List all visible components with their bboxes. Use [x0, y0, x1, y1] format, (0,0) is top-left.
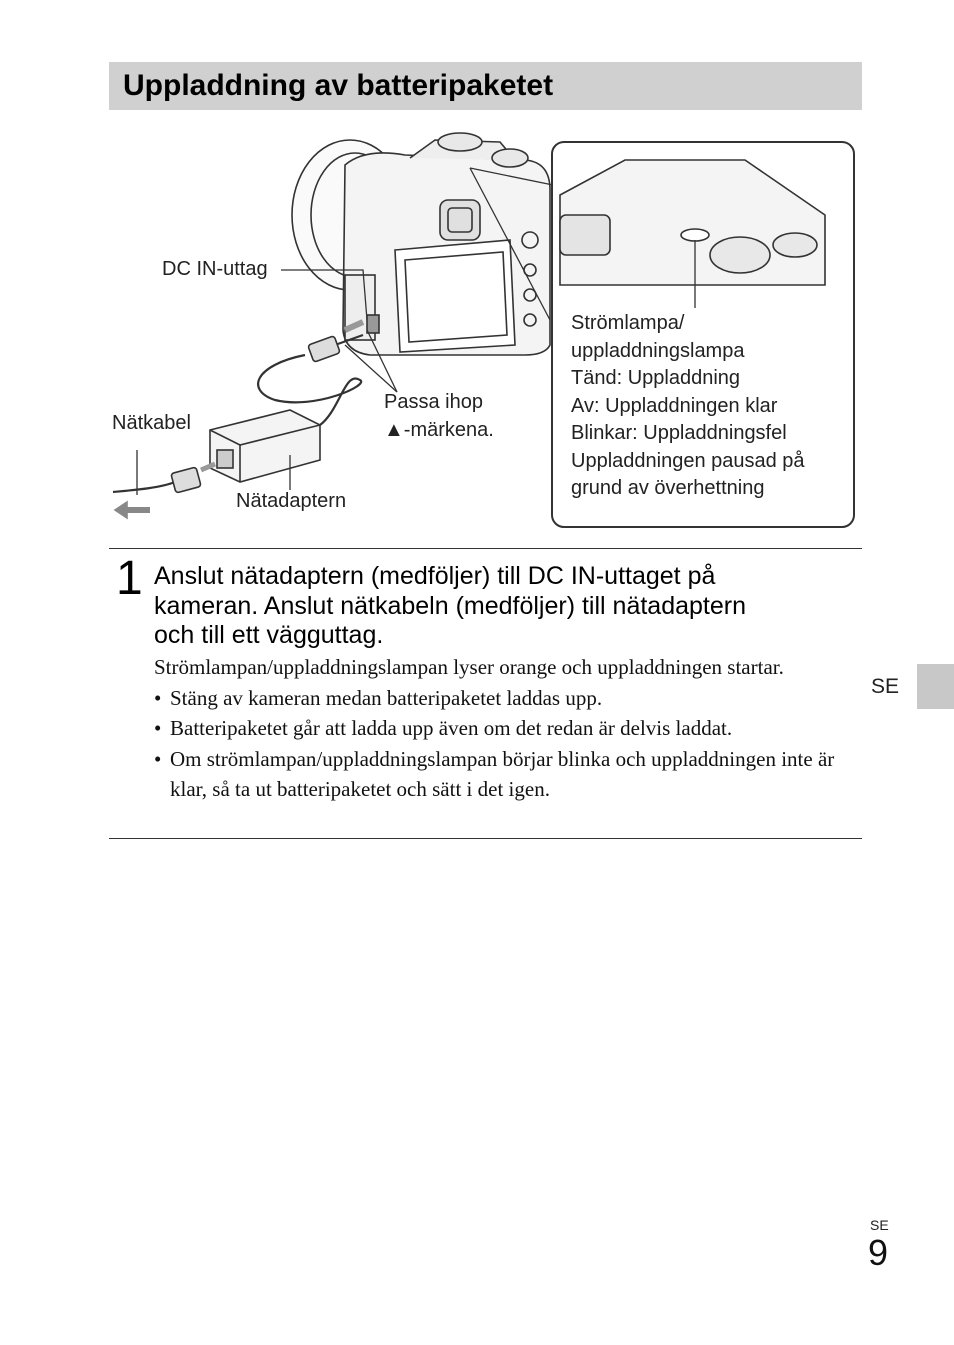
inset-line: uppladdningslampa [571, 339, 745, 362]
label-adapter: Nätadaptern [236, 490, 347, 512]
step-number: 1 [116, 552, 143, 605]
label-cable: Nätkabel [112, 412, 191, 434]
bullet-item: • Stäng av kameran medan batteripaketet laddas upp. [154, 683, 864, 714]
bullet-item: • Om strömlampan/uppladdningslampan börjar blinka och uppladdningen inte är klar, så ta ut batteripaketet och sätt i det igen. [154, 744, 864, 805]
bullet-item: • Batteripaketet går att ladda upp även om det redan är delvis laddat. [154, 713, 864, 744]
page-number: 9 [868, 1232, 889, 1273]
inset-line: Tänd: Uppladdning [571, 367, 741, 389]
label-match-2: ▲-märkena. [384, 419, 494, 441]
inset-line: grund av överhettning [571, 477, 765, 499]
step-heading-line: och till ett vägguttag. [154, 621, 384, 649]
inset-legend [571, 310, 805, 503]
inset-line: Uppladdningen pausad på [571, 449, 805, 472]
step-description: Strömlampan/uppladdningslampan lyser orange och uppladdningen startar. [154, 655, 784, 679]
section-title-bar [109, 62, 862, 110]
step-heading-line: kameran. Anslut nätkabeln (medföljer) till nätadaptern [154, 591, 746, 620]
side-tab-marker [917, 664, 954, 709]
step-heading-line: Anslut nätadaptern (medföljer) till DC IN-uttaget på [154, 562, 716, 590]
inset-line: Av: Uppladdningen klar [571, 394, 778, 417]
label-match-1: Passa ihop [384, 391, 483, 413]
step-body [154, 652, 864, 805]
footer-language-code: SE [870, 1217, 889, 1233]
bullet-list [154, 683, 864, 805]
inset-line: Strömlampa/ [571, 312, 685, 334]
label-dc-in: DC IN-uttag [162, 258, 268, 280]
inset-line: Blinkar: Uppladdningsfel [571, 422, 787, 444]
side-language-code: SE [871, 675, 900, 698]
step-heading [154, 562, 854, 651]
divider-bottom [109, 838, 862, 839]
section-title: Uppladdning av batteripaketet [123, 69, 554, 102]
divider-top [109, 548, 862, 549]
